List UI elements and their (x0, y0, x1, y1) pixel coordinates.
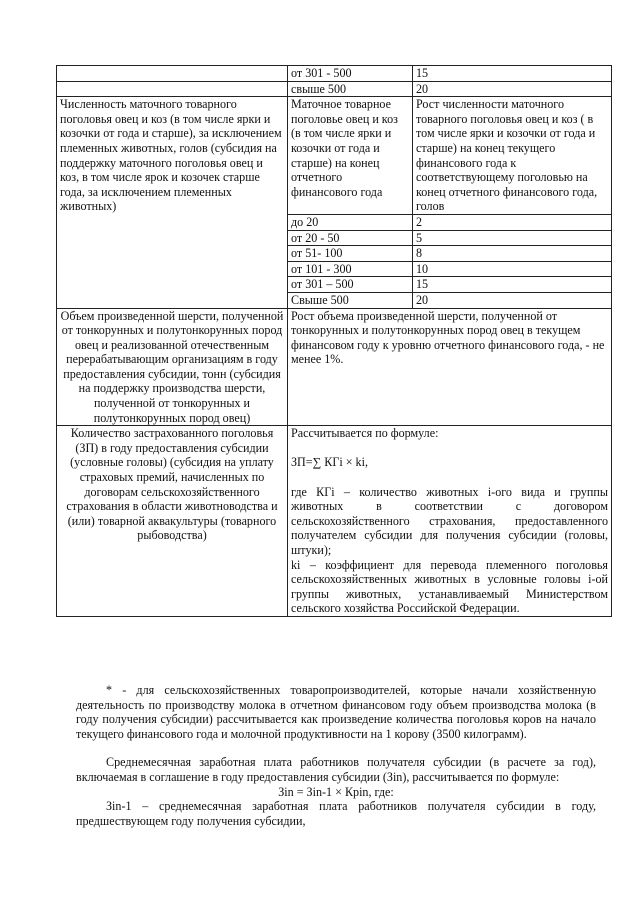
range-cell: от 20 - 50 (288, 230, 413, 246)
range-cell: от 301 – 500 (288, 277, 413, 293)
table-row (57, 97, 612, 215)
table-row (57, 426, 612, 617)
range-cell: до 20 (288, 214, 413, 230)
insurance-indicator-cell: Количество застрахованного поголовья (ЗП) в году предоставления субсидии (условные головы) (субсидия на уплату страховых премий, начисленных по договорам сельскохозяйственного страхования в области животноводства и (или) товарной аквакультуры (товарного рыбоводства) (57, 426, 288, 617)
salary-definition: Зin-1 – среднемесячная заработная плата работников получателя субсидии в году, предшествующем году получения субсидии, (76, 799, 596, 828)
table-row (57, 308, 612, 426)
table-row (57, 66, 612, 82)
range-cell: от 301 - 500 (288, 66, 413, 82)
value-cell: 20 (413, 81, 612, 97)
range-cell: от 51- 100 (288, 246, 413, 262)
spacer (291, 441, 608, 456)
range-cell: Свыше 500 (288, 292, 413, 308)
notes-block (76, 683, 596, 828)
value-cell: 5 (413, 230, 612, 246)
range-cell: от 101 - 300 (288, 261, 413, 277)
insurance-formula: ЗП=∑ КГi × ki, (291, 455, 368, 470)
formula-intro: Рассчитывается по формуле: (291, 426, 439, 441)
sheep-result-cell: Рост численности маточного товарного поголовья овец и коз ( в том числе ярки и козочки от года и старше) на конец текущего финансового года к соответствующему поголовью на конец отчетного финансового года, голов (413, 97, 612, 215)
sheep-unit-cell: Маточное товарное поголовье овец и коз (в том числе ярки и козочки от года и старше) на конец отчетного финансового года (288, 97, 413, 215)
salary-formula: Зin = Зin-1 × Кpin, где: (278, 784, 394, 799)
value-cell: 10 (413, 261, 612, 277)
wool-result-cell: Рост объема произведенной шерсти, полученной от тонкорунных и полутонкорунных пород овец в текущем финансовом году к уровню отчетного финансового года, - не менее 1%. (288, 308, 612, 426)
indicators-table (56, 65, 612, 617)
empty-cell (57, 66, 288, 82)
wool-indicator-cell: Объем произведенной шерсти, полученной от тонкорунных и полутонкорунных пород овец и реализованной отечественным перерабатывающим организациям в году предоставления субсидии, тонн (субсидия на поддержку производства шерсти, полученной от тонкорунных и полутонкорунных пород овец) (57, 308, 288, 426)
value-cell: 2 (413, 214, 612, 230)
value-cell: 15 (413, 66, 612, 82)
range-cell: свыше 500 (288, 81, 413, 97)
kgi-definition: где КГi – количество животных i-ого вида и группы животных в соответствии с договором сельскохозяйственного страхования, предоставленного получателем субсидии для получения субсидии (головы, штуки); (291, 484, 608, 557)
value-cell: 15 (413, 277, 612, 293)
empty-cell (57, 81, 288, 97)
ki-definition: ki – коэффициент для перевода племенного поголовья сельскохозяйственных животных в условные головы i-ой группы животных, устанавливаемый Министерством сельского хозяйства Российской Федерации. (291, 557, 608, 616)
spacer (291, 470, 608, 485)
sheep-indicator-cell: Численность маточного товарного поголовья овец и коз (в том числе ярки и козочки от года и старше), за исключением племенных животных, голов (субсидия на поддержку маточного поголовья овец и коз, в том числе ярок и козочек старше года, за исключением племенных животных) (57, 97, 288, 308)
salary-paragraph: Среднемесячная заработная плата работников получателя субсидии (в расчете за год), включаемая в соглашение в году предоставления субсидии (Зin), рассчитывается по формуле: (76, 755, 596, 784)
footnote: * - для сельскохозяйственных товаропроизводителей, которые начали хозяйственную деятельность по производству молока в отчетном финансовом году объем производства молока (в году получения субсидии) рассчитывается как произведение количества поголовья коров на начало текущего финансового года и молочной продуктивности на 1 корову (3500 килограмм). (76, 683, 596, 741)
insurance-result-cell (288, 426, 612, 617)
table-row (57, 81, 612, 97)
value-cell: 8 (413, 246, 612, 262)
value-cell: 20 (413, 292, 612, 308)
